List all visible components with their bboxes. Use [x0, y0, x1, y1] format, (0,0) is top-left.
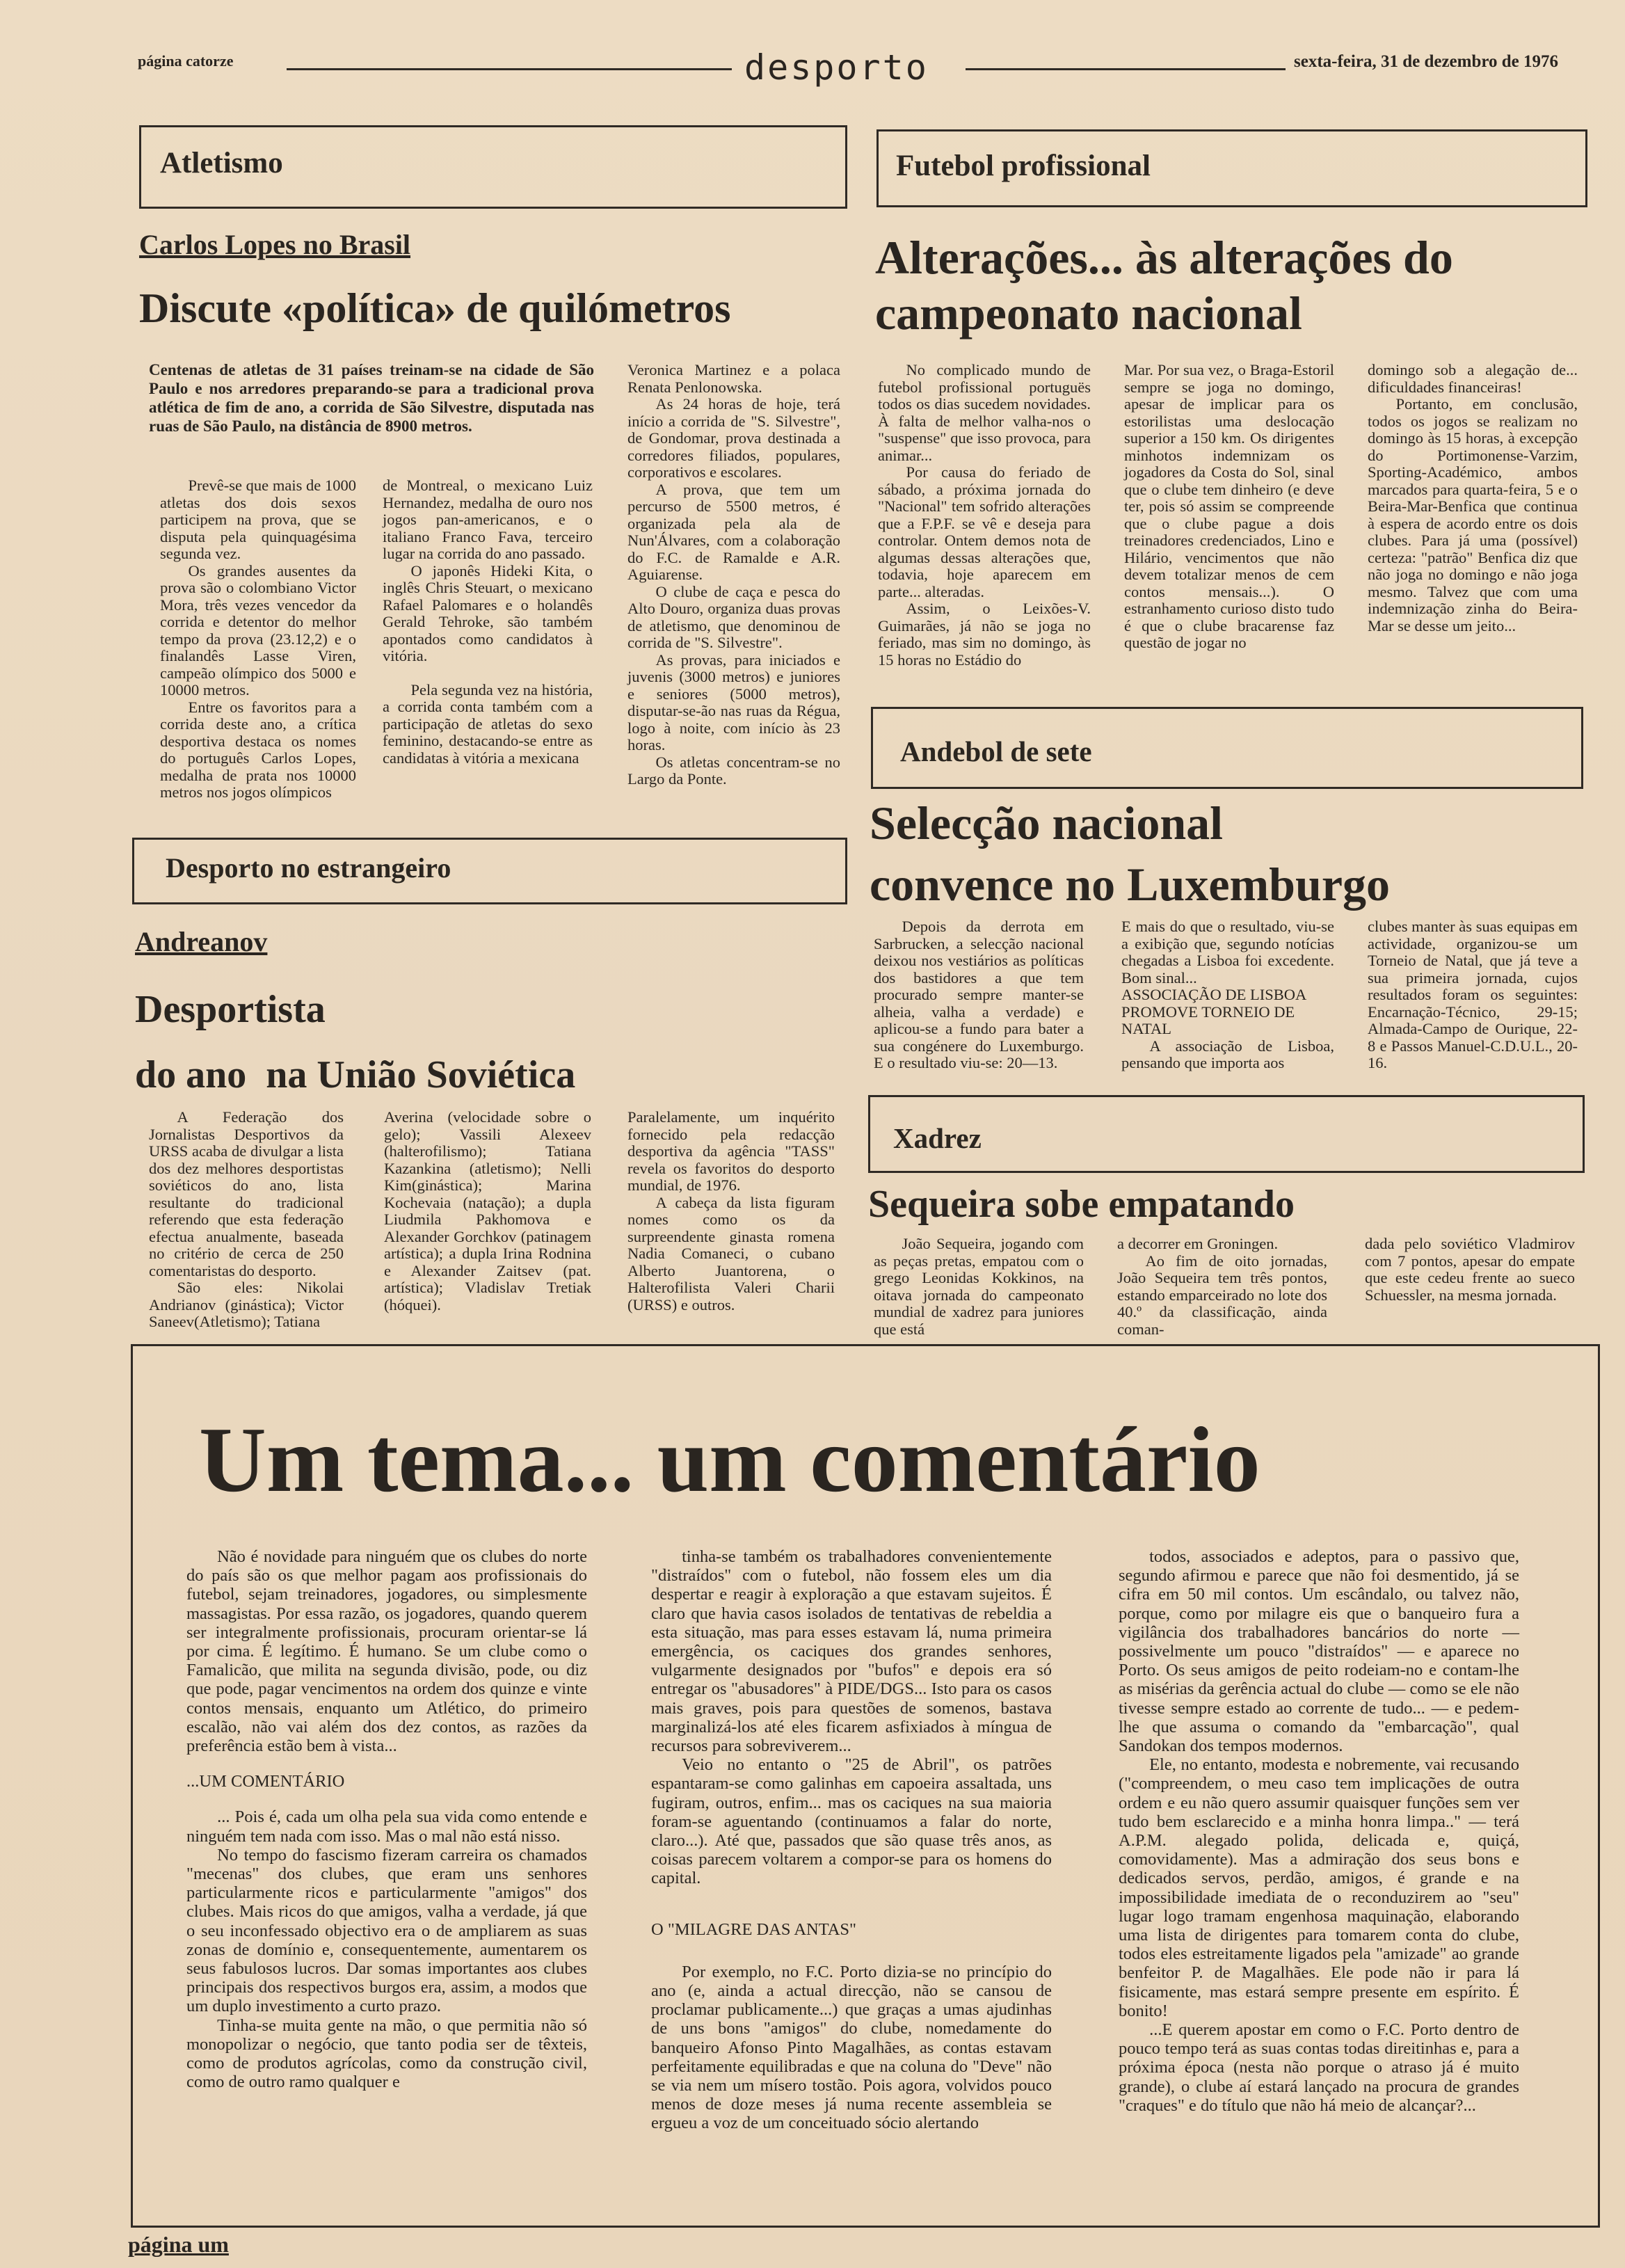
estrangeiro-c3-p1: Paralelamente, um inquérito fornecido pela redacção desportiva da agência "TASS" revela os favoritos do desporto mundial, de 1976.: [627, 1108, 835, 1194]
page-number: página catorze: [138, 52, 234, 70]
estrangeiro-c2-p1: Averina (velocidade sobre o gelo); Vassili Alexeev (halterofilismo); Tatiana Kazankina (atletismo); Nelli Kim(ginástica); Marina Kochevaia (natação); a dupla Liudmila Pakhomova e Alexander Gorchkov (patinagem artística); a dupla Irina Rodnina e Alexander Zaitsev (pat. artística); Vladislav Tretiak (hóquei).: [384, 1108, 591, 1313]
estrangeiro-c1-p2: São eles: Nikolai Andrianov (ginástica); Victor Saneev(Atletismo); Tatiana: [149, 1279, 344, 1330]
futebol-column-2: [1124, 362, 1334, 652]
estrangeiro-section-label: Desporto no estrangeiro: [166, 852, 451, 884]
xadrez-section-label: Xadrez: [893, 1122, 982, 1154]
comentario-c3-p2: Ele, no entanto, modesta e nobremente, vai recusando ("compreendem, o meu caso tem implicações de outra ordem e eu não quero assumir quaisquer funções sem ver tudo bem esclarecido e a minha honra limpa.." — terá A.P.M. alegado polida, delicada e, quiçá, comovidamente). Mas a admiração dos seus bons e dedicados servos, perdão, amigos, é grande e na impossibilidade imediata de o reconduzirem ao "seu" lugar logo tramam engenhosa maquinação, elaborando uma lista de dirigentes para tomarem conta do clube, todos eles estreitamente ligados pela "amizade" ao grande benfeitor P. de Magalhães. Ele pode não ir para lá fisicamente, mas estará sempre presente em espírito. É bonito!: [1119, 1755, 1519, 2020]
futebol-headline: Alterações... às alterações do campeonato nacional: [875, 231, 1453, 340]
xadrez-c3-p1: dada pelo soviético Vladmirov com 7 pontos, apesar do empate que este cedeu frente ao sueco Schuessler, na mesma jornada.: [1365, 1235, 1575, 1304]
estrangeiro-column-3: [627, 1109, 835, 1313]
atletismo-c3-p2: As 24 horas de hoje, terá início a corrida de "S. Silvestre", de Gondomar, prova destinada a corredores filiados, populares, corporativos e escolares.: [627, 395, 840, 481]
futebol-section-label: Futebol profissional: [896, 150, 1151, 182]
estrangeiro-headline-line2: do ano na União Soviética: [135, 1053, 576, 1096]
xadrez-c2-p2: Ao fim de oito jornadas, João Sequeira tem três pontos, estando emparceirado no lote dos 40.º da classificação, ainda coman-: [1117, 1252, 1327, 1338]
atletismo-column-3: [627, 362, 840, 788]
andebol-c1-p1: Depois da derrota em Sarbrucken, a selecção nacional deixou nos vestiários as políticas dos bastidores a que tem procurado sempre manter-se alheia, valha a verdade) e aplicou-se a fundo para bater a sua congénere do Luxemburgo. E o resultado viu-se: 20—13.: [874, 918, 1084, 1071]
header-rule-left: [287, 68, 732, 70]
atletismo-c2-p2: O japonês Hideki Kita, o inglês Chris Steuart, o mexicano Rafael Palomares e o holandês Gerald Tehroke, são também apontados como candidatos à vitória.: [383, 561, 593, 664]
atletismo-c3-p3: A prova, que tem um percurso de 5500 metros, é organizada pela ala de Nun'Álvares, com a colaboração do F.C. de Ramalde e A.R. Aguiarense.: [627, 480, 840, 583]
andebol-column-2: [1121, 918, 1334, 1072]
estrangeiro-kicker: Andreanov: [135, 926, 268, 957]
comentario-headline: Um tema... um comentário: [199, 1408, 1260, 1511]
xadrez-column-1: [874, 1236, 1084, 1338]
comentario-c2-p3: Por exemplo, no F.C. Porto dizia-se no princípio do ano (e, ainda a actual direcção, não se cansou de proclamar publicamente...) que graças a umas ajudinhas de uns bons "amigos" do clube, nomedamente do banqueiro Afonso Pinto Magalhães, as contas estavam perfeitamente equilibradas e que na coluna do "Deve" não se via nem um mísero tostão. Pois agora, volvidos pouco menos de doze meses já numa recente assembleia se ergueu a voz de um conceituado sócio alertando: [651, 1962, 1052, 2133]
atletismo-c2-p3: Pela segunda vez na história, a corrida conta também com a participação de atletas do sexo feminino, destacando-se entre as candidatas à vitória a mexicana: [383, 680, 593, 767]
futebol-c1-p3: Assim, o Leixões-V. Guimarães, já não se joga no feriado, mas sim no domingo, às 15 horas no Estádio do: [878, 600, 1091, 669]
andebol-c2-p2: ASSOCIAÇÃO DE LISBOA PROMOVE TORNEIO DE NATAL: [1121, 986, 1306, 1037]
comentario-c1-subhead: ...UM COMENTÁRIO: [186, 1772, 345, 1791]
comentario-c1-p4: Tinha-se muita gente na mão, o que permitia não só monopolizar o negócio, que tanto podia ser de têxteis, como de produtos agrícolas, como da construção civil, como de outro ramo qualquer e: [186, 2015, 587, 2092]
xadrez-c2-p1: a decorrer em Groningen.: [1117, 1235, 1279, 1252]
estrangeiro-headline-line1: Desportista: [135, 988, 326, 1031]
comentario-c2-p2: Veio no entanto o "25 de Abril", os patrões espantaram-se como galinhas em capoeira assaltada, uns fugiram, outros, enfim... mas os caciques na sua maioria foram-se aguentando (continuamos a falar do norte, claro...). Até que, passados que são quase três anos, as coisas parecem voltarem a compor-se para os homens do capital.: [651, 1755, 1052, 1888]
atletismo-c1-p2: Os grandes ausentes da prova são o colombiano Victor Mora, três vezes vencedor da corrida e detentor do melhor tempo da prova (23.12,2) e o finalandês Lasse Viren, campeão olímpico dos 5000 e 10000 metros.: [160, 561, 356, 698]
estrangeiro-column-2: [384, 1109, 591, 1313]
andebol-c2-p3: A associação de Lisboa, pensando que importa aos: [1121, 1037, 1334, 1071]
atletismo-c3-p5: As provas, para iniciados e juvenis (3000 metros) e juniores e seniores (5000 metros), disputar-se-ão nas ruas da Régua, logo à noite, com início às 23 horas.: [627, 650, 840, 753]
xadrez-headline: Sequeira sobe empatando: [868, 1183, 1295, 1226]
andebol-column-1: [874, 918, 1084, 1072]
estrangeiro-c3-p2: A cabeça da lista figuram nomes como os da surpreendente ginasta romena Nadia Comaneci, o cubano Alberto Juantorena, o Halterofilista Valeri Charii (URSS) e outros.: [627, 1193, 835, 1313]
issue-date: sexta-feira, 31 de dezembro de 1976: [1294, 52, 1559, 71]
atletismo-c3-p6: Os atletas concentram-se no Largo da Ponte.: [627, 753, 840, 788]
andebol-c3-p1: clubes manter às suas equipas em actividade, organizou-se um Torneio de Natal, que já teve a sua primeira jornada, cujos resultados foram os seguintes: Encarnação-Técnico, 29-15; Almada-Campo de Ourique, 22-8 e Passos Manuel-C.D.U.L., 20-16.: [1368, 918, 1578, 1071]
estrangeiro-c1-p1: A Federação dos Jornalistas Desportivos da URSS acaba de divulgar a lista dos dez melhores desportistas soviéticos do ano, lista resultante do tradicional referendo que esta federação efectua anualmente, baseada no critério de cerca de 250 comentaristas do desporto.: [149, 1108, 344, 1279]
xadrez-column-3: [1365, 1236, 1575, 1304]
atletismo-column-2: [383, 477, 593, 767]
comentario-c1-p3: No tempo do fascismo fizeram carreira os chamados "mecenas" dos clubes, que eram uns senhores particularmente ricos e particularmente "amigos" dos clubes. Mais ricos do que amigos, valha a verdade, já que o seu inconfessado objectivo era o de ampliarem as suas zonas de domínio e, consequentemente, aumentarem os seus fabulosos lucros. Dar somas importantes aos clubes principais dos respectivos burgos era, assim, a modos que um duplo investimento a curto prazo.: [186, 1845, 587, 2016]
comentario-c3-p1: todos, associados e adeptos, para o passivo que, segundo afirmou e parece que não foi desmentido, já se cifra em 50 mil contos. Um escândalo, ou talvez não, porque, como por milagre eis que o banqueiro fura a vigilância dos trabalhadores bancários do norte — possivelmente um pouco "distraídos" — e aparece no Porto. Os seus amigos de peito rodeiam-no e contam-lhe as misérias da gerência actual do clube — como se ele não tivesse sempre estado ao corrente de tudo... — e pedem-lhe que assuma o comando da "embarcação", qual Sandokan dos tempos modernos.: [1119, 1547, 1519, 1756]
comentario-c1-p2: ... Pois é, cada um olha pela sua vida como entende e ninguém tem nada com isso. Mas o mal não está nisso.: [186, 1807, 587, 1846]
atletismo-c3-p4: O clube de caça e pesca do Alto Douro, organiza duas provas de atletismo, que denominou de corrida de "S. Silvestre".: [627, 582, 840, 651]
estrangeiro-column-1: [149, 1109, 344, 1331]
footer-label: página um: [128, 2232, 229, 2257]
andebol-c2-p1: E mais do que o resultado, viu-se a exibição que, segundo notícias chegadas a Lisboa foi excedente. Bom sinal...: [1121, 918, 1334, 987]
futebol-c2-p1: Mar. Por sua vez, o Braga-Estoril sempre se joga no domingo, apesar de implicar para os estorilistas uma deslocação superior a 150 km. Os dirigentes minhotos indemnizam os jogadores da Costa do Sol, sinal que o clube tem dinheiro (e deve ter, pois só assim se compreende que o clube pague a dois treinadores credenciados, Lino e Hilário, vencimentos que não devem totalizar menos de cem contos mensais...). O estranhamento curioso disto tudo é que o clube bracarense faz questão de jogar no: [1124, 361, 1334, 651]
comentario-c3-p3: ...E querem apostar em como o F.C. Porto dentro de pouco tempo terá as suas contas todas direitinhas e, para a próxima época (nesta não porque o atraso já é muito grande), o clube aí estará lançado na procura de grandes "craques" e do título que não há meio de alcançar?...: [1119, 2020, 1519, 2115]
xadrez-column-2: [1117, 1236, 1327, 1338]
atletismo-c2-p1: de Montreal, o mexicano Luiz Hernandez, medalha de ouro nos jogos pan-americanos, e o italiano Franco Fava, terceiro lugar na corrida do ano passado.: [383, 477, 593, 562]
section-title: desporto: [744, 47, 929, 88]
atletismo-column-1: [160, 477, 356, 801]
xadrez-c1-p1: João Sequeira, jogando com as peças pretas, empatou com o grego Leonidas Kokkinos, na oitava jornada do campeonato mundial de xadrez para juniores que está: [874, 1235, 1084, 1338]
comentario-column-3: [1119, 1547, 1519, 2115]
atletismo-c3-p1: Veronica Martinez e a polaca Renata Penlonowska.: [627, 361, 840, 396]
atletismo-c1-p1: Prevê-se que mais de 1000 atletas dos dois sexos participem na prova, que se disputa pela quinquagésima segunda vez.: [160, 477, 356, 562]
futebol-column-3: [1368, 362, 1578, 634]
comentario-column-1: [186, 1547, 587, 2091]
andebol-headline-line2: convence no Luxemburgo: [870, 858, 1390, 911]
futebol-column-1: [878, 362, 1091, 669]
futebol-c1-p2: Por causa do feriado de sábado, a próxima jornada do "Nacional" tem sofrido alterações que a F.P.F. se vê e deseja para controlar. Ontem demos nota de algumas dessas alterações que, todavia, hoje aparecem em parte... alteradas.: [878, 463, 1091, 600]
atletismo-headline: Discute «política» de quilómetros: [139, 285, 731, 331]
futebol-c3-p2: Portanto, em conclusão, todos os jogos se realizam no domingo às 15 horas, à excepção do Portimonense-Varzim, Sporting-Académico, ambos marcados para quarta-feira, 5 e o Beira-Mar-Benfica que continua à espera de acordo entre os dois clubes. Para já uma (possível) certeza: "patrão" Benfica diz que não joga no domingo e não joga mesmo. Talvez que com uma indemnização zinha do Beira-Mar se desse um jeito...: [1368, 395, 1578, 634]
comentario-c2-p1: tinha-se também os trabalhadores convenientemente "distraídos" com o futebol, não fossem eles um dia despertar e reagir à exploração a que estavam sujeitos. É claro que havia casos isolados de tentativas de rebeldia a esta situação, mas para esses estavam lá, numa primeira emergência, os caciques dos grandes senhores, vulgarmente designados por "bufos" e depois era só entregar os "abusadores" à PIDE/DGS... Isto para os casos mais graves, pois para questões de somenos, bastava marginalizá-los até eles ficarem asfixiados à míngua de recursos para sobreviverem...: [651, 1547, 1052, 1756]
comentario-column-2: [651, 1547, 1052, 2133]
comentario-c1-p1: Não é novidade para ninguém que os clubes do norte do país são os que melhor pagam aos profissionais do futebol, sejam treinadores, jogadores, ou simplesmente massagistas. Por essa razão, os jogadores, quando querem ser integralmente profissionais, procuram orientar-se lá por cima. É legítimo. É humano. Se um clube como o Famalicão, que milita na segunda divisão, pode, ou diz que pode, pagar vencimentos na ordem dos quinze e vinte contos mensais, enquanto um Atlético, do primeiro escalão, não vai além dos dez contos, as razões da preferência estão bem à vista...: [186, 1547, 587, 1756]
atletismo-kicker: Carlos Lopes no Brasil: [139, 229, 411, 260]
atletismo-c1-p3: Entre os favoritos para a corrida deste ano, a crítica desportiva destaca os nomes do português Carlos Lopes, medalha de prata nos 10000 metros nos jogos olímpicos: [160, 698, 356, 801]
andebol-headline-line1: Selecção nacional: [870, 797, 1224, 849]
header-rule-right: [966, 68, 1286, 70]
comentario-c2-subhead: O "MILAGRE DAS ANTAS": [651, 1919, 857, 1939]
futebol-c3-p1: domingo sob a alegação de... dificuldades financeiras!: [1368, 361, 1578, 396]
atletismo-section-label: Atletismo: [160, 147, 283, 179]
andebol-column-3: [1368, 918, 1578, 1072]
andebol-section-label: Andebol de sete: [900, 735, 1092, 767]
atletismo-lead: Centenas de atletas de 31 países treinam-se na cidade de São Paulo e nos arredores preparando-se para a tradicional prova atlética de fim de ano, a corrida de São Silvestre, disputada nas ruas de São Paulo, na distância de 8900 metros.: [149, 361, 594, 435]
futebol-c1-p1: No complicado mundo de futebol profissional portuguës todos os dias sucedem novidades. À falta de melhor valha-nos o "suspense" que isso provoca, para animar...: [878, 361, 1091, 464]
